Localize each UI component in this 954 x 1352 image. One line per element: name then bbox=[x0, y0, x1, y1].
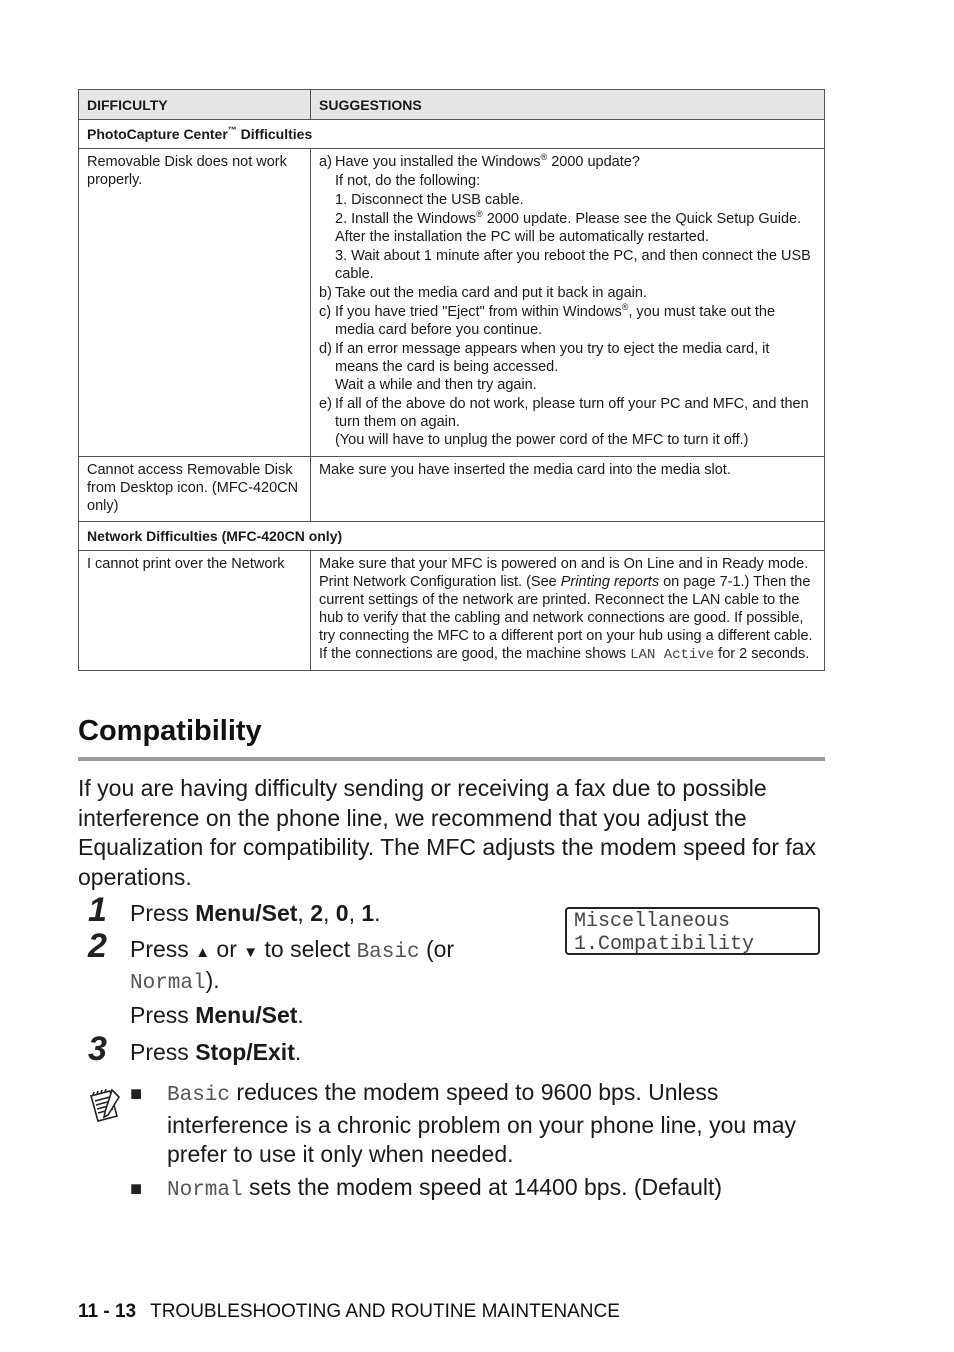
chapter-title: TROUBLESHOOTING AND ROUTINE MAINTENANCE bbox=[150, 1301, 620, 1322]
section-row-photocapture bbox=[79, 120, 825, 149]
difficulty-cell: I cannot print over the Network bbox=[87, 556, 285, 572]
table-row bbox=[79, 149, 825, 457]
header-difficulty: DIFFICULTY bbox=[87, 96, 168, 113]
suggestion-substep-1: 1. Disconnect the USB cable. bbox=[335, 192, 524, 208]
step-2-text: Press ▲ or ▼ to select Basic (or bbox=[130, 936, 455, 964]
troubleshooting-table bbox=[78, 89, 825, 671]
down-arrow-icon: ▼ bbox=[243, 944, 259, 961]
suggestion-item-e: e) If all of the above do not work, please turn off your PC and MFC, and then turn them on again. (You will have to unplug the power cord of the MFC to turn it off.) bbox=[319, 396, 809, 448]
suggestion-item-b: b) Take out the media card and put it back in again. bbox=[319, 285, 647, 301]
section-title-photocapture: PhotoCapture Center™ Difficulties bbox=[87, 125, 313, 142]
suggestion-cell bbox=[311, 149, 824, 456]
suggestion-item-d: d) If an error message appears when you try to eject the media card, it means the card is being accessed. Wait a while and then try again. bbox=[319, 341, 770, 393]
up-arrow-icon: ▲ bbox=[195, 944, 211, 961]
step-number-1: 1 bbox=[88, 891, 107, 929]
difficulty-cell: Cannot access Removable Disk from Desktop icon. (MFC-420CN only) bbox=[87, 462, 299, 514]
note-pad-icon bbox=[86, 1087, 122, 1123]
suggestion-substep-3: 3. Wait about 1 minute after you reboot the PC, and then connect the USB cable. bbox=[335, 248, 811, 282]
lcd-line-1: Miscellaneous bbox=[574, 910, 731, 933]
lcd-display bbox=[565, 907, 820, 955]
lcd-line-2: 1.Compatibility bbox=[574, 933, 755, 956]
note-bullet-1: ■ bbox=[130, 1083, 143, 1105]
table-header-row bbox=[79, 90, 825, 120]
page-number: 11 - 13 bbox=[78, 1301, 137, 1322]
step-number-2: 2 bbox=[88, 927, 107, 965]
header-suggestions: SUGGESTIONS bbox=[319, 96, 422, 113]
section-heading: Compatibility bbox=[78, 715, 262, 747]
section-title-network: Network Difficulties (MFC-420CN only) bbox=[87, 528, 343, 544]
suggestion-item-c: c) If you have tried "Eject" from within Windows®, you must take out the media card before you continue. bbox=[319, 302, 776, 338]
section-row-network bbox=[79, 522, 825, 551]
suggestion-item-a: a) Have you installed the Windows® 2000 update? bbox=[319, 152, 640, 170]
step-2-press-menuset: Press Menu/Set. bbox=[130, 1002, 304, 1028]
lcd-message-text: LAN Active bbox=[630, 647, 715, 663]
step-number-3: 3 bbox=[88, 1030, 107, 1068]
difficulty-cell: Removable Disk does not work properly. bbox=[87, 154, 287, 188]
note-text-2: Normal sets the modem speed at 14400 bps. (Default) bbox=[167, 1174, 723, 1202]
step-3-text: Press Stop/Exit. bbox=[130, 1039, 302, 1065]
intro-paragraph: If you are having difficulty sending or receiving a fax due to possible interference on the phone line, we recommend that you adjust the Equalization for compatibility. The MFC adjusts the modem speed for fax operations. bbox=[78, 775, 817, 890]
note-text-1: Basic reduces the modem speed to 9600 bps. Unless interference is a chronic problem on your phone line, you may prefer to use it only when needed. bbox=[167, 1079, 797, 1167]
step-1-text: Press Menu/Set, 2, 0, 1. bbox=[130, 900, 381, 926]
suggestion-cell: Make sure that your MFC is powered on and is On Line and in Ready mode. Print Network Configuration list. (See Printing reports on page 7-1.) Then the current settings of the network are printed. Reconnect the LAN cable to the hub to verify that the cabling and network connections are good. If possible, try connecting the MFC to a different port on your hub using a different cable. If the connections are good, the machine shows LAN Active for 2 seconds. bbox=[319, 556, 813, 663]
suggestion-subline: If not, do the following: bbox=[335, 173, 481, 189]
table-row bbox=[79, 457, 825, 522]
step-2-text-cont: Normal). bbox=[130, 967, 220, 995]
suggestion-substep-2: 2. Install the Windows® 2000 update. Please see the Quick Setup Guide. After the installation the PC will be automatically restarted. bbox=[335, 209, 802, 245]
suggestion-cell: Make sure you have inserted the media card into the media slot. bbox=[319, 462, 731, 478]
page-footer bbox=[78, 1301, 620, 1323]
note-bullet-2: ■ bbox=[130, 1178, 143, 1200]
heading-divider bbox=[78, 757, 825, 761]
table-row bbox=[79, 551, 825, 671]
